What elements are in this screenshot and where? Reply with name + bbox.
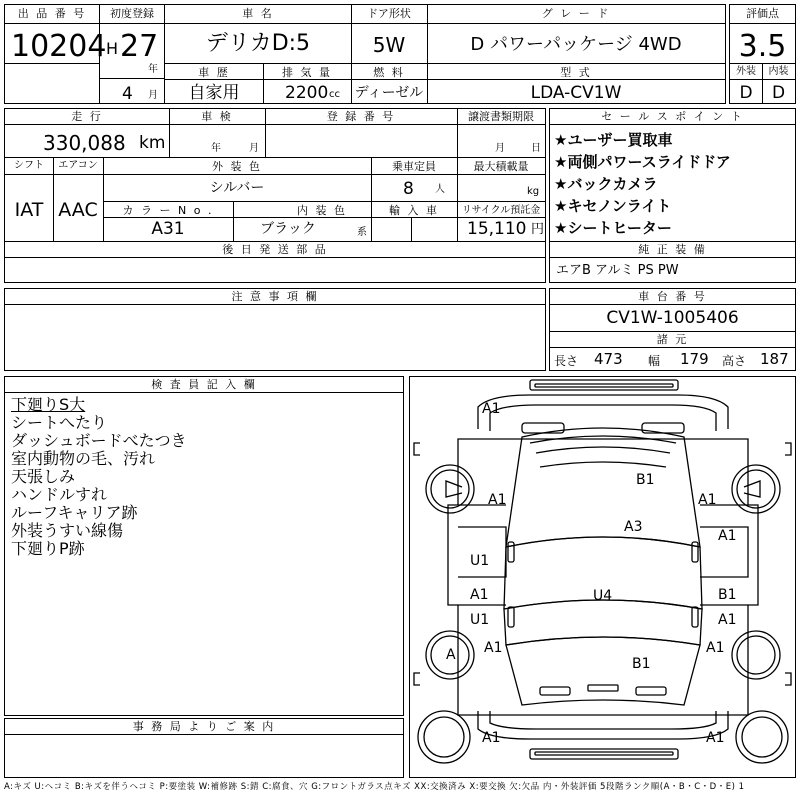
mileage-label: 走 行 [71,110,103,123]
width-label: 幅 [648,354,661,368]
notes-box [4,288,546,371]
model-label: 型 式 [560,66,592,79]
car-name-label: 車 名 [242,7,274,20]
selling-points-box [549,108,796,283]
car-history: 自家用 [188,83,240,103]
inspector-label: 検 査 員 記 入 欄 [151,378,257,391]
equipment-list: エアB アルミ PS PW [556,263,679,278]
office-label: 事 務 局 よ り ご 案 内 [132,720,276,733]
transfer-month-unit: 月 [495,143,505,154]
inspection-month-unit: 月 [249,143,259,154]
mark-left-rear-door-u: U1 [470,612,490,628]
lot-number: 10204 [11,29,107,64]
chassis-label: 車 台 番 号 [638,290,707,303]
era-letter: H [106,39,119,58]
office-box [4,718,404,778]
mark-hood: B1 [636,472,655,488]
reg-number-label: 登 録 番 号 [326,110,396,123]
height-value: 187 [760,350,789,368]
mark-left-front-door: U1 [470,553,490,569]
displacement-unit: cc [329,89,340,100]
mark-left-front-fender: A1 [488,492,507,508]
inspection-label: 車 検 [201,110,233,123]
inspector-note-1: 下廻りS大 [11,395,86,414]
recycle-fee: 15,110 [467,219,527,239]
exterior-color: シルバー [209,180,265,196]
transfer-doc-label: 譲渡書類期限 [468,110,534,123]
import-label: 輸 入 車 [389,204,439,217]
selling-point-3: ★バックカメラ [554,175,658,193]
year-unit: 年 [148,64,158,75]
selling-point-2: ★両側パワースライドドア [554,153,731,171]
capacity-unit: 人 [435,184,445,195]
fuel-type: ディーゼル [354,85,424,101]
max-load-unit: kg [527,186,540,197]
inspection-year-unit: 年 [211,143,221,154]
lot-number-box [4,4,107,104]
door-label: ドア形状 [367,7,411,20]
inspector-note-9: 下廻りP跡 [11,539,85,558]
fuel-label: 燃 料 [373,66,405,79]
chassis-box [549,288,796,371]
aircon-type: AAC [58,199,98,221]
mark-back-door: B1 [632,656,651,672]
registration-year: 27 [120,29,159,64]
mileage-value: 330,088 [43,131,126,155]
inspector-box [4,376,404,716]
car-outline [410,377,795,777]
interior-color: ブラック [260,221,316,237]
grade-label: グ レ ー ド [541,7,611,20]
mark-right-rear-door-b: B1 [718,587,737,603]
capacity-label: 乗車定員 [392,160,436,173]
interior-grade: D [771,83,786,103]
displacement-label: 排 気 量 [282,66,332,79]
mark-right-front-fender: A1 [698,492,717,508]
inspector-note-8: 外装うすい線傷 [11,521,124,540]
equipment-label: 純 正 装 備 [638,243,707,256]
int-color-label: 内 装 色 [297,204,347,217]
mark-rear-bumper-right: A1 [706,730,725,746]
capacity-value: 8 [403,179,414,199]
vehicle-header-box [164,4,726,104]
dims-label: 諸 元 [656,333,689,346]
overall-score: 3.5 [738,29,787,64]
car-name: デリカD:5 [205,31,311,56]
transfer-day-unit: 日 [531,143,541,154]
month-unit: 月 [148,90,158,101]
grade-value: D パワーパッケージ 4WD [470,34,682,55]
height-label: 高さ [722,354,747,368]
chassis-number: CV1W-1005406 [606,308,739,328]
inspector-note-3: ダッシュボードべたつき [11,431,187,450]
lot-number-label: 出 品 番 号 [17,7,87,20]
mark-right-quarter: A1 [706,640,725,656]
displacement-value: 2200 [285,83,329,103]
aircon-label: エアコン [58,160,98,171]
recycle-unit: 円 [531,222,545,237]
inspector-note-7: ルーフキャリア跡 [11,503,138,522]
shift-label: シフト [14,160,44,171]
door-type: 5W [372,33,406,57]
first-registration-label: 初度登録 [110,7,154,20]
mileage-unit: km [139,133,166,153]
recycle-label: リサイクル預託金 [461,205,541,216]
color-no-label: カ ラ ー N o . [122,204,214,217]
mark-windshield: A3 [624,519,643,535]
inspector-note-6: ハンドルすれ [11,485,108,504]
mark-roof: U4 [593,588,613,604]
score-label: 評価点 [746,7,779,20]
damage-diagram [409,376,796,778]
exterior-grade: D [739,83,753,103]
history-label: 車 歴 [198,66,230,79]
shift-type: IAT [14,199,44,221]
mark-front-bumper: A1 [482,401,501,417]
mark-rear-bumper-left: A1 [482,730,501,746]
selling-point-4: ★キセノンライト [554,197,672,215]
registration-month: 4 [122,84,133,104]
damage-legend: A:キズ U:ヘコミ B:キズを伴うヘコミ P:要塗装 W:補修跡 S:錆 C:腐食、穴 G:フロントガラス点キズ XX:交換済み X:要交換 欠:欠品 内・外装評価 5段階ランク順(A・B・C・D・E) 1 [4,782,745,792]
max-load-label: 最大積載量 [473,160,529,173]
length-label: 長さ [554,354,579,368]
interior-color-suffix: 系 [357,227,367,238]
inspector-note-5: 天張しみ [11,467,76,486]
mark-left-rear-wheel: A [446,647,456,663]
inspector-note-2: シートへたり [11,413,108,432]
selling-points-label: セ ー ル ス ポ イ ン ト [601,110,744,123]
score-box [729,4,796,104]
mark-right-front-door: A1 [718,528,737,544]
mark-left-rear-door-a: A1 [470,587,489,603]
ext-color-label: 外 装 色 [212,160,262,173]
color-number: A31 [151,219,185,239]
vehicle-detail-box [4,108,546,283]
length-value: 473 [594,350,623,368]
model-code: LDA-CV1W [530,83,622,103]
mark-right-rear-door-a: A1 [718,612,737,628]
interior-label: 内装 [768,66,789,77]
width-value: 179 [680,350,709,368]
notes-label: 注 意 事 項 欄 [231,290,319,303]
selling-point-5: ★シートヒーター [554,219,672,237]
selling-point-1: ★ユーザー買取車 [554,131,673,149]
exterior-label: 外装 [736,66,756,77]
inspector-note-4: 室内動物の毛、汚れ [11,449,156,468]
mark-left-quarter: A1 [484,640,503,656]
later-parts-label: 後 日 発 送 部 品 [222,243,328,256]
first-registration-box [99,4,165,104]
